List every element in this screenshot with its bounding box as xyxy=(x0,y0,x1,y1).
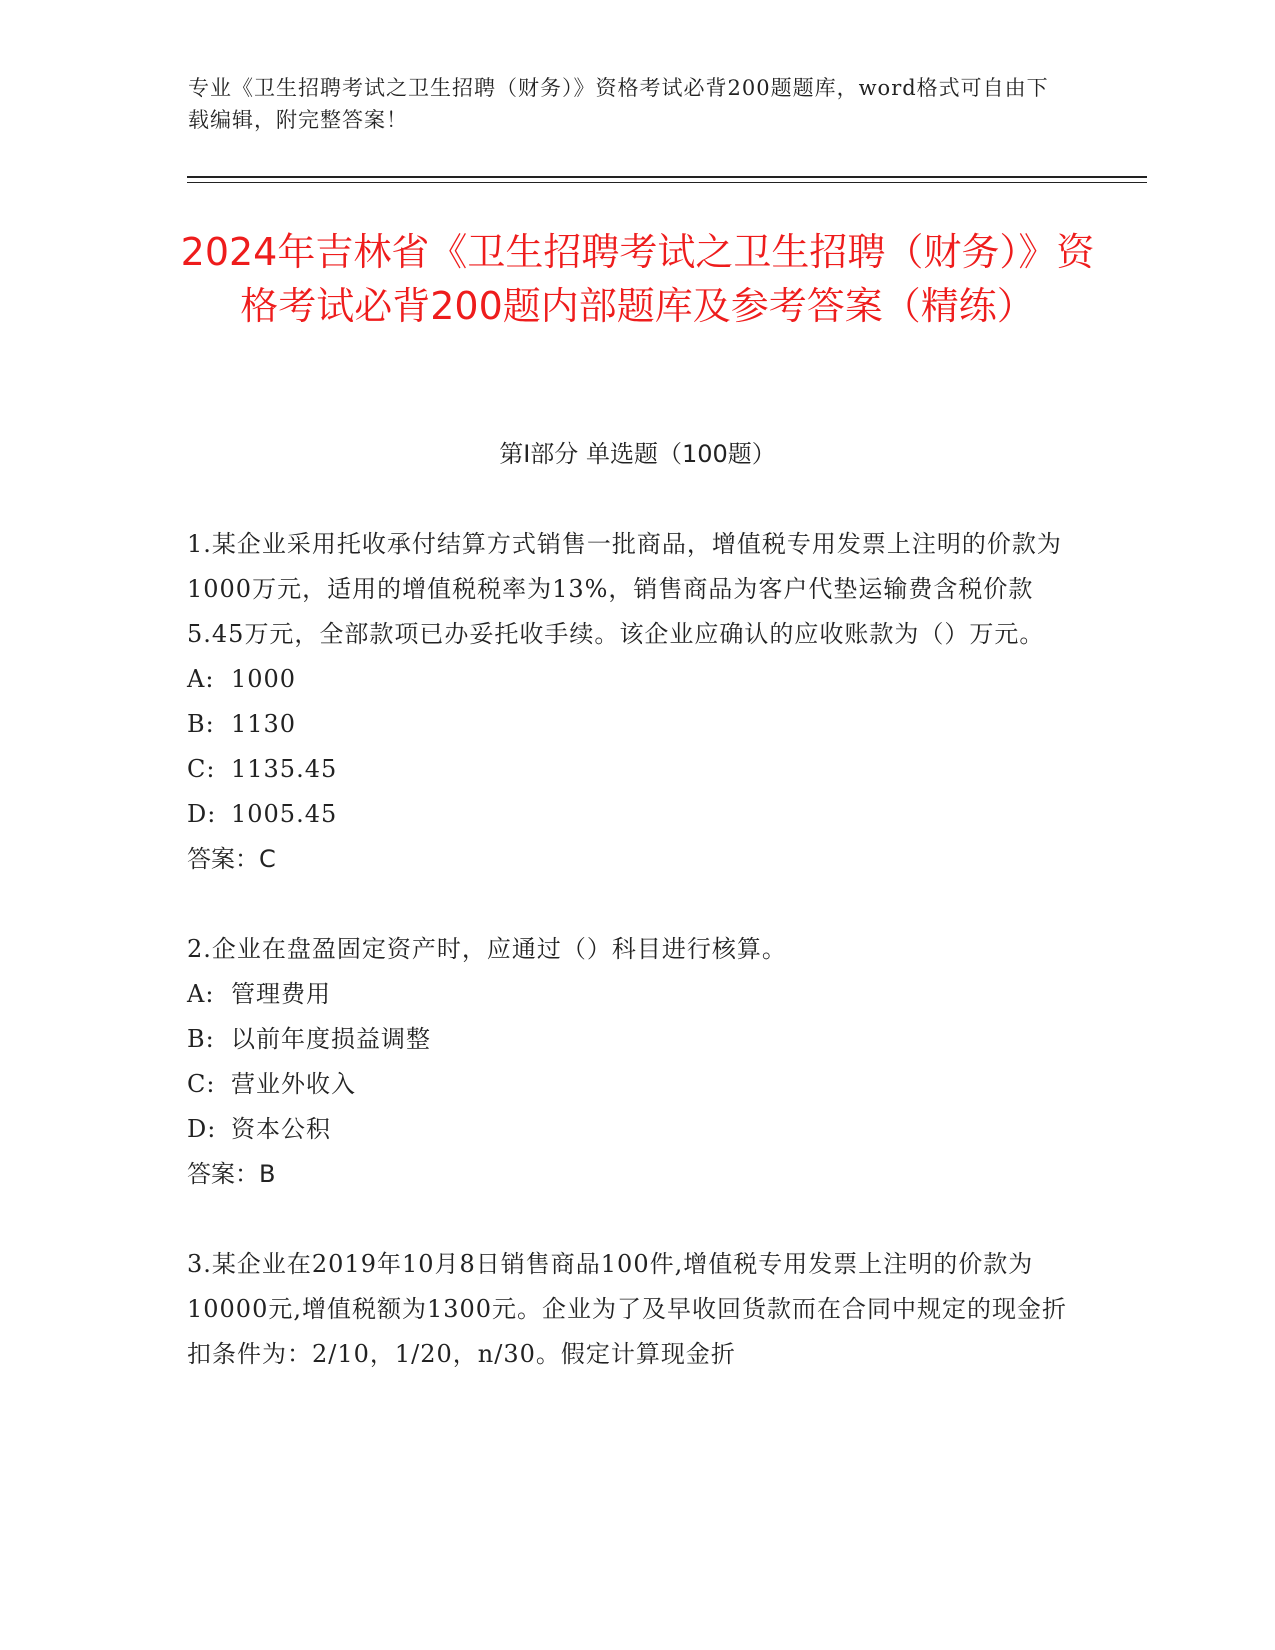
option-letter: B: xyxy=(187,710,215,738)
option-d xyxy=(187,1107,1087,1152)
option-letter: C: xyxy=(187,755,216,783)
document-title: 2024年吉林省《卫生招聘考试之卫生招聘（财务）》资格考试必背200题内部题库及参考答案（精练） xyxy=(180,230,1095,328)
question-1 xyxy=(187,522,1087,882)
header-rule-thick xyxy=(187,176,1147,178)
option-d xyxy=(187,792,1087,837)
header-rule-thin xyxy=(187,182,1147,183)
question-stem: 1.某企业采用托收承付结算方式销售一批商品，增值税专用发票上注明的价款为1000万元，适用的增值税税率为13%，销售商品为客户代垫运输费含税价款5.45万元，全部款项已办妥托收手续。该企业应确认的应收账款为（）万元。 xyxy=(187,530,1062,648)
option-letter: D: xyxy=(187,800,217,828)
section-heading: 第I部分 单选题（100题） xyxy=(499,440,776,468)
question-stem: 2.企业在盘盈固定资产时，应通过（）科目进行核算。 xyxy=(187,935,787,963)
option-letter: C: xyxy=(187,1070,216,1098)
option-a xyxy=(187,972,1087,1017)
option-b xyxy=(187,702,1087,747)
header-note: 专业《卫生招聘考试之卫生招聘（财务）》资格考试必背200题题库，word格式可自由下载编辑，附完整答案！ xyxy=(188,76,1049,132)
option-text: 管理费用 xyxy=(231,980,331,1008)
option-text: 以前年度损益调整 xyxy=(231,1025,431,1053)
question-stem: 3.某企业在2019年10月8日销售商品100件,增值税专用发票上注明的价款为10000元,增值税额为1300元。企业为了及早收回货款而在合同中规定的现金折扣条件为：2/10，1/20，n/30。假定计算现金折 xyxy=(187,1250,1068,1368)
option-letter: B: xyxy=(187,1025,215,1053)
question-2 xyxy=(187,927,1087,1197)
answer-line: 答案：C xyxy=(187,845,276,873)
option-text: 1000 xyxy=(231,665,297,693)
option-text: 营业外收入 xyxy=(231,1070,356,1098)
option-letter: A: xyxy=(187,665,215,693)
option-text: 1130 xyxy=(231,710,297,738)
question-3 xyxy=(187,1242,1087,1377)
option-text: 资本公积 xyxy=(231,1115,331,1143)
answer-line: 答案：B xyxy=(187,1160,276,1188)
option-letter: D: xyxy=(187,1115,217,1143)
option-text: 1135.45 xyxy=(231,755,338,783)
question-list xyxy=(187,522,1087,1422)
option-text: 1005.45 xyxy=(231,800,338,828)
option-c xyxy=(187,1062,1087,1107)
option-c xyxy=(187,747,1087,792)
option-b xyxy=(187,1017,1087,1062)
option-a xyxy=(187,657,1087,702)
option-letter: A: xyxy=(187,980,215,1008)
